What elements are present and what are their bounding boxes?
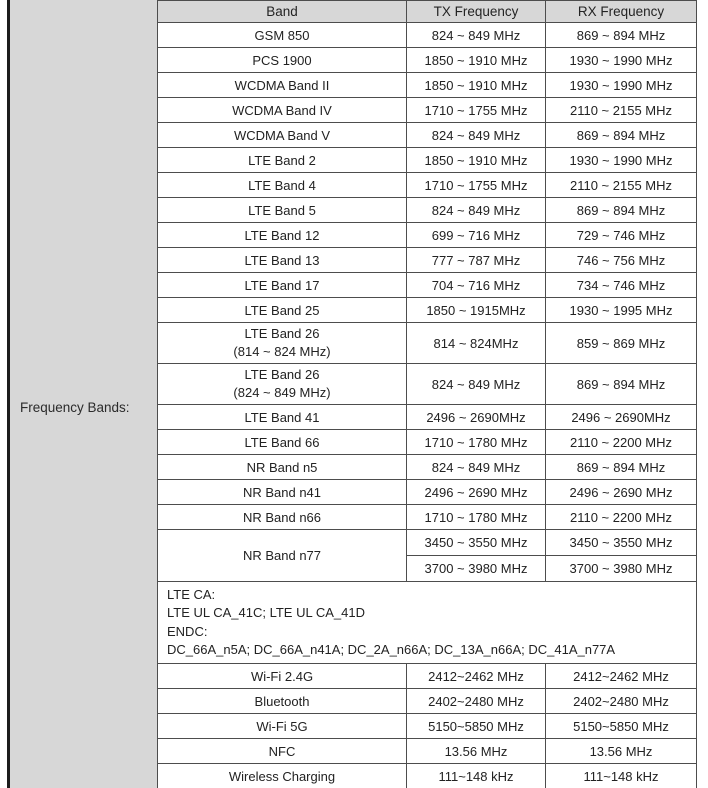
col-header-band: Band bbox=[158, 1, 407, 23]
band-cell: LTE Band 13 bbox=[158, 248, 407, 273]
tx-cell: 5150~5850 MHz bbox=[407, 714, 546, 739]
band-cell bbox=[158, 364, 407, 405]
band-cell: NR Band n5 bbox=[158, 455, 407, 480]
rx-cell: 1930 ~ 1990 MHz bbox=[546, 48, 697, 73]
ca-endc-line: ENDC: bbox=[167, 623, 208, 639]
band-range-line: (814 ~ 824 MHz) bbox=[233, 344, 331, 359]
rx-cell: 2110 ~ 2200 MHz bbox=[546, 430, 697, 455]
rx-cell: 3450 ~ 3550 MHz bbox=[546, 530, 697, 556]
rx-cell: 746 ~ 756 MHz bbox=[546, 248, 697, 273]
band-cell: Bluetooth bbox=[158, 689, 407, 714]
band-cell: NR Band n77 bbox=[158, 530, 407, 582]
band-cell: LTE Band 17 bbox=[158, 273, 407, 298]
tx-cell: 2412~2462 MHz bbox=[407, 664, 546, 689]
header-row bbox=[158, 1, 697, 23]
band-row bbox=[158, 198, 697, 223]
band-row bbox=[158, 23, 697, 48]
rx-cell: 734 ~ 746 MHz bbox=[546, 273, 697, 298]
rx-cell: 869 ~ 894 MHz bbox=[546, 364, 697, 405]
band-cell: LTE Band 66 bbox=[158, 430, 407, 455]
band-cell: WCDMA Band II bbox=[158, 73, 407, 98]
rx-cell: 2412~2462 MHz bbox=[546, 664, 697, 689]
tx-cell: 1850 ~ 1910 MHz bbox=[407, 73, 546, 98]
band-row bbox=[158, 455, 697, 480]
band-cell: Wi-Fi 2.4G bbox=[158, 664, 407, 689]
band-row bbox=[158, 148, 697, 173]
tx-cell: 2402~2480 MHz bbox=[407, 689, 546, 714]
rx-cell: 2402~2480 MHz bbox=[546, 689, 697, 714]
tx-cell: 699 ~ 716 MHz bbox=[407, 223, 546, 248]
rx-cell: 2496 ~ 2690 MHz bbox=[546, 480, 697, 505]
band-row bbox=[158, 480, 697, 505]
tx-cell: 1850 ~ 1915MHz bbox=[407, 298, 546, 323]
band-cell bbox=[158, 323, 407, 364]
band-name-line: LTE Band 26 bbox=[244, 367, 320, 382]
band-row bbox=[158, 323, 697, 364]
band-range-line: (824 ~ 849 MHz) bbox=[233, 385, 331, 400]
rx-cell: 5150~5850 MHz bbox=[546, 714, 697, 739]
rx-cell: 729 ~ 746 MHz bbox=[546, 223, 697, 248]
band-name-line: LTE Band 26 bbox=[244, 326, 320, 341]
band-table-body bbox=[158, 23, 697, 788]
tx-cell: 1850 ~ 1910 MHz bbox=[407, 48, 546, 73]
tx-cell: 3450 ~ 3550 MHz bbox=[407, 530, 546, 556]
band-row bbox=[158, 298, 697, 323]
band-cell: LTE Band 2 bbox=[158, 148, 407, 173]
band-cell: PCS 1900 bbox=[158, 48, 407, 73]
frequency-bands-label-cell bbox=[7, 0, 157, 788]
frequency-band-table bbox=[157, 0, 697, 788]
band-cell: NR Band n66 bbox=[158, 505, 407, 530]
band-cell: NR Band n41 bbox=[158, 480, 407, 505]
rx-cell: 13.56 MHz bbox=[546, 739, 697, 764]
rx-cell: 1930 ~ 1990 MHz bbox=[546, 73, 697, 98]
rx-cell: 3700 ~ 3980 MHz bbox=[546, 556, 697, 582]
rx-cell: 869 ~ 894 MHz bbox=[546, 198, 697, 223]
band-cell: Wireless Charging bbox=[158, 764, 407, 788]
band-cell: NFC bbox=[158, 739, 407, 764]
tx-cell: 1850 ~ 1910 MHz bbox=[407, 148, 546, 173]
tx-cell: 1710 ~ 1780 MHz bbox=[407, 430, 546, 455]
rx-cell: 869 ~ 894 MHz bbox=[546, 455, 697, 480]
rx-cell: 2496 ~ 2690MHz bbox=[546, 405, 697, 430]
band-cell: LTE Band 5 bbox=[158, 198, 407, 223]
rx-cell: 869 ~ 894 MHz bbox=[546, 23, 697, 48]
rx-cell: 1930 ~ 1995 MHz bbox=[546, 298, 697, 323]
col-header-tx-frequency: TX Frequency bbox=[407, 1, 546, 23]
ca-endc-line: DC_66A_n5A; DC_66A_n41A; DC_2A_n66A; DC_13A_n66A; DC_41A_n77A bbox=[167, 642, 616, 657]
band-row bbox=[158, 530, 697, 556]
tx-cell: 824 ~ 849 MHz bbox=[407, 455, 546, 480]
band-cell: LTE Band 12 bbox=[158, 223, 407, 248]
tx-cell: 13.56 MHz bbox=[407, 739, 546, 764]
band-row bbox=[158, 505, 697, 530]
band-row bbox=[158, 223, 697, 248]
tx-cell: 111~148 kHz bbox=[407, 764, 546, 788]
band-row bbox=[158, 123, 697, 148]
band-cell: LTE Band 25 bbox=[158, 298, 407, 323]
tx-cell: 2496 ~ 2690 MHz bbox=[407, 480, 546, 505]
tx-cell: 2496 ~ 2690MHz bbox=[407, 405, 546, 430]
band-row bbox=[158, 739, 697, 764]
band-table-header bbox=[158, 1, 697, 23]
band-cell: LTE Band 41 bbox=[158, 405, 407, 430]
tx-cell: 1710 ~ 1780 MHz bbox=[407, 505, 546, 530]
band-row bbox=[158, 714, 697, 739]
tx-cell: 1710 ~ 1755 MHz bbox=[407, 98, 546, 123]
rx-cell: 869 ~ 894 MHz bbox=[546, 123, 697, 148]
band-row bbox=[158, 73, 697, 98]
rx-cell: 2110 ~ 2200 MHz bbox=[546, 505, 697, 530]
tx-cell: 824 ~ 849 MHz bbox=[407, 198, 546, 223]
band-row bbox=[158, 248, 697, 273]
tx-cell: 777 ~ 787 MHz bbox=[407, 248, 546, 273]
col-header-rx-frequency: RX Frequency bbox=[546, 1, 697, 23]
tx-cell: 3700 ~ 3980 MHz bbox=[407, 556, 546, 582]
tx-cell: 824 ~ 849 MHz bbox=[407, 23, 546, 48]
tx-cell: 824 ~ 849 MHz bbox=[407, 364, 546, 405]
tx-cell: 1710 ~ 1755 MHz bbox=[407, 173, 546, 198]
band-row bbox=[158, 173, 697, 198]
band-row bbox=[158, 664, 697, 689]
band-cell: WCDMA Band IV bbox=[158, 98, 407, 123]
frequency-bands-label: Frequency Bands: bbox=[20, 400, 130, 415]
band-row bbox=[158, 405, 697, 430]
ca-endc-row bbox=[158, 582, 697, 664]
band-row bbox=[158, 48, 697, 73]
band-row bbox=[158, 364, 697, 405]
band-row bbox=[158, 98, 697, 123]
band-row bbox=[158, 430, 697, 455]
band-row bbox=[158, 764, 697, 788]
ca-endc-line: LTE UL CA_41C; LTE UL CA_41D bbox=[167, 605, 365, 620]
rx-cell: 1930 ~ 1990 MHz bbox=[546, 148, 697, 173]
ca-endc-cell bbox=[158, 582, 697, 664]
rx-cell: 859 ~ 869 MHz bbox=[546, 323, 697, 364]
tx-cell: 814 ~ 824MHz bbox=[407, 323, 546, 364]
band-cell: WCDMA Band V bbox=[158, 123, 407, 148]
rx-cell: 2110 ~ 2155 MHz bbox=[546, 173, 697, 198]
rx-cell: 2110 ~ 2155 MHz bbox=[546, 98, 697, 123]
band-row bbox=[158, 273, 697, 298]
band-row bbox=[158, 689, 697, 714]
band-cell: LTE Band 4 bbox=[158, 173, 407, 198]
ca-endc-line: LTE CA: bbox=[167, 586, 216, 602]
band-cell: GSM 850 bbox=[158, 23, 407, 48]
rx-cell: 111~148 kHz bbox=[546, 764, 697, 788]
band-cell: Wi-Fi 5G bbox=[158, 714, 407, 739]
tx-cell: 824 ~ 849 MHz bbox=[407, 123, 546, 148]
tx-cell: 704 ~ 716 MHz bbox=[407, 273, 546, 298]
